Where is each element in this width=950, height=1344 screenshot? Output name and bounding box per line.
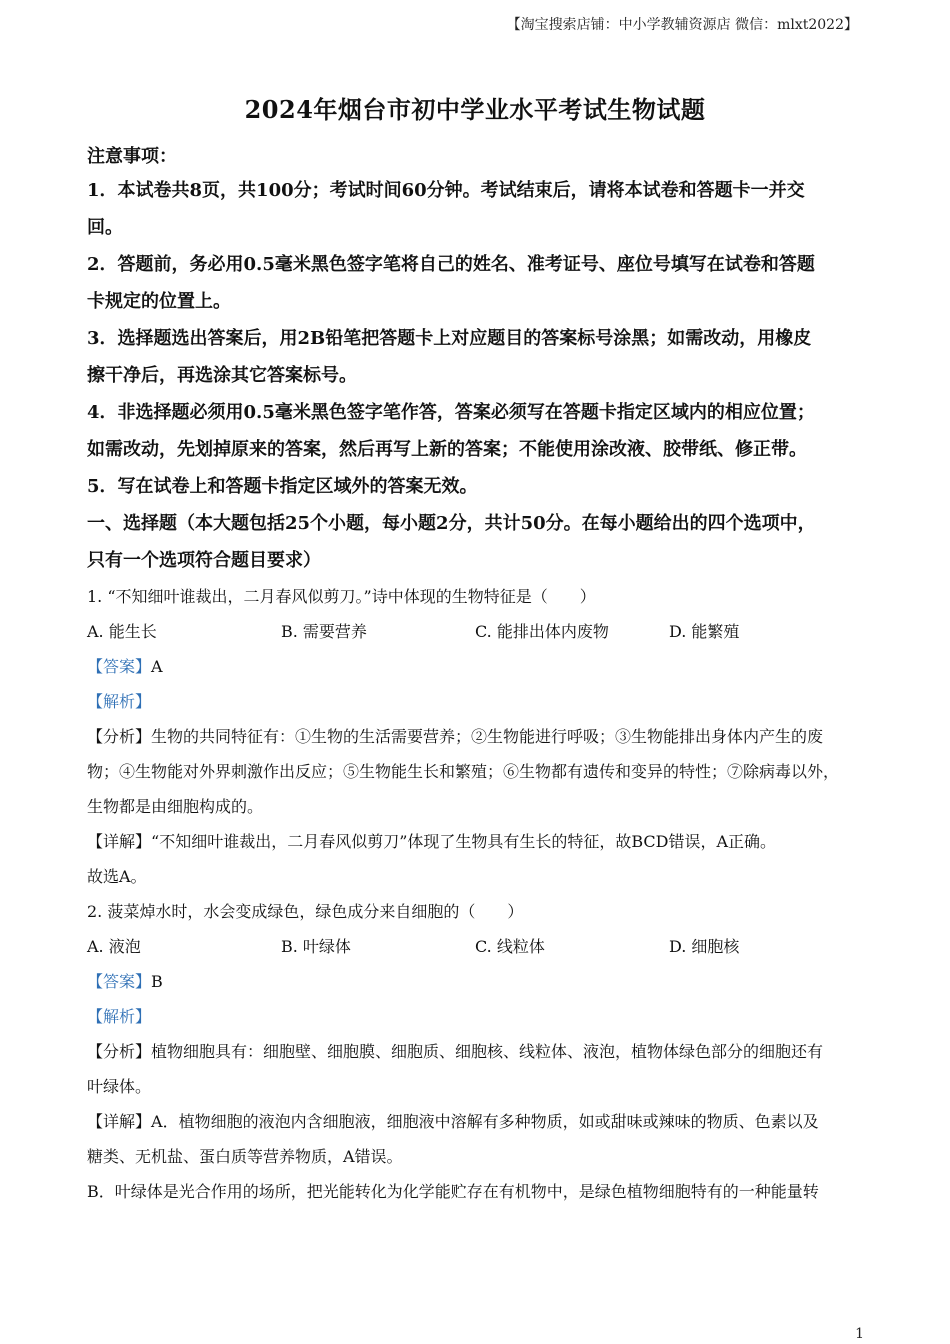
fenxi-line: 物；④生物能对外界刺激作出反应；⑤生物能生长和繁殖；⑥生物都有遗传和变异的特性；⑦除病毒以外， — [87, 762, 840, 781]
notice-line: 回。 — [87, 217, 123, 238]
answer-line — [87, 649, 877, 684]
xiangjie-tag: 【详解】 — [87, 832, 152, 851]
document-body — [87, 138, 877, 1209]
fenxi-tag: 【分析】 — [87, 727, 152, 746]
xiangjie-text: “不知细叶谁裁出，二月春风似剪刀”体现了生物具有生长的特征，故BCD错误，A正确。 — [151, 832, 777, 851]
page-title: 2024年烟台市初中学业水平考试生物试题 — [244, 95, 706, 124]
notice-line: 5．写在试卷上和答题卡指定区域外的答案无效。 — [87, 476, 478, 497]
question-options — [87, 614, 877, 649]
option-b: B. 叶绿体 — [281, 937, 351, 956]
page-number: 1 — [855, 1326, 864, 1342]
header-note: 【淘宝搜索店铺：中小学教辅资源店 微信：mlxt2022】 — [506, 17, 858, 33]
question-options — [87, 929, 877, 964]
question-1 — [87, 579, 877, 894]
notice-heading: 注意事项： — [87, 146, 177, 167]
notice-line: 2．答题前，务必用0.5毫米黑色签字笔将自己的姓名、准考证号、座位号填写在试卷和答题 — [87, 254, 815, 275]
xiangjie-line — [87, 824, 877, 859]
fenxi-line: 叶绿体。 — [87, 1077, 152, 1096]
option-b: B. 需要营养 — [281, 622, 367, 641]
xiangjie-line: 故选A。 — [87, 867, 147, 886]
fenxi-tag: 【分析】 — [87, 1042, 152, 1061]
xiangjie-tag: 【详解】 — [87, 1112, 152, 1131]
fenxi-line: 生物都是由细胞构成的。 — [87, 797, 264, 816]
xiangjie-line: 糖类、无机盐、蛋白质等营养物质，A错误。 — [87, 1147, 403, 1166]
xiangjie-text: A．植物细胞的液泡内含细胞液，细胞液中溶解有多种物质，如或甜味或辣味的物质、色素以及 — [151, 1112, 819, 1131]
section-heading-cont: 只有一个选项符合题目要求） — [87, 550, 321, 571]
question-stem: 2. 菠菜焯水时，水会变成绿色，绿色成分来自细胞的（ ） — [87, 902, 524, 921]
option-c: C. 线粒体 — [475, 937, 545, 956]
fenxi-text: 植物细胞具有：细胞壁、细胞膜、细胞质、细胞核、线粒体、液泡，植物体绿色部分的细胞还有 — [151, 1042, 824, 1061]
question-2 — [87, 894, 877, 1209]
answer-value: B — [151, 972, 163, 991]
answer-tag: 【答案】 — [87, 657, 152, 676]
option-d: D. 细胞核 — [669, 937, 740, 956]
notice-line: 卡规定的位置上。 — [87, 291, 231, 312]
notice-line: 4．非选择题必须用0.5毫米黑色签字笔作答，答案必须写在答题卡指定区域内的相应位置； — [87, 402, 815, 423]
notice-line: 如需改动，先划掉原来的答案，然后再写上新的答案；不能使用涂改液、胶带纸、修正带。 — [87, 439, 807, 460]
analysis-tag: 【解析】 — [87, 1007, 152, 1026]
xiangjie-line: B．叶绿体是光合作用的场所，把光能转化为化学能贮存在有机物中，是绿色植物细胞特有的一种能量转 — [87, 1182, 819, 1201]
option-d: D. 能繁殖 — [669, 622, 740, 641]
option-c: C. 能排出体内废物 — [475, 622, 609, 641]
answer-tag: 【答案】 — [87, 972, 152, 991]
option-a: A. 能生长 — [87, 622, 157, 641]
fenxi-line — [87, 719, 877, 754]
answer-line — [87, 964, 877, 999]
notice-line: 3．选择题选出答案后，用2B铅笔把答题卡上对应题目的答案标号涂黑；如需改动，用橡皮 — [87, 328, 812, 349]
xiangjie-line — [87, 1104, 877, 1139]
notice-list — [87, 172, 877, 505]
fenxi-line — [87, 1034, 877, 1069]
section-heading: 一、选择题（本大题包括25个小题，每小题2分，共计50分。在每小题给出的四个选项中， — [87, 513, 816, 534]
analysis-tag: 【解析】 — [87, 692, 152, 711]
question-stem: 1. “不知细叶谁裁出，二月春风似剪刀。”诗中体现的生物特征是（ ） — [87, 587, 596, 606]
option-a: A. 液泡 — [87, 937, 141, 956]
notice-line: 擦干净后，再选涂其它答案标号。 — [87, 365, 357, 386]
notice-line: 1．本试卷共8页，共100分；考试时间60分钟。考试结束后，请将本试卷和答题卡一并交 — [87, 180, 805, 201]
fenxi-text: 生物的共同特征有：①生物的生活需要营养；②生物能进行呼吸；③生物能排出身体内产生的废 — [151, 727, 824, 746]
answer-value: A — [151, 657, 163, 676]
